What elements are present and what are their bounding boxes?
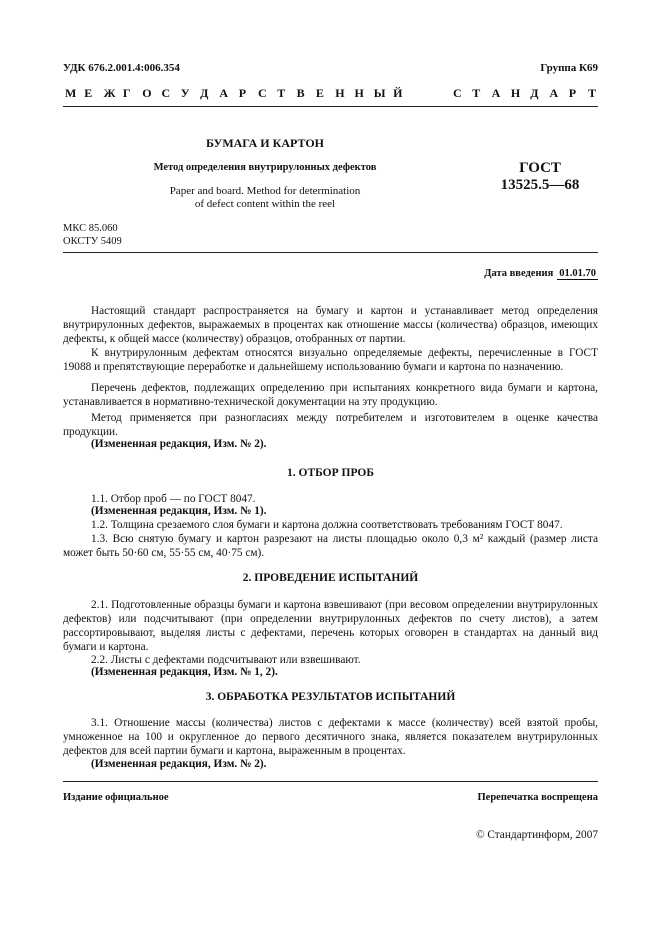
title-rule [63, 252, 598, 253]
banner-letter: Е [84, 86, 93, 100]
classification-codes [63, 222, 122, 248]
section-2-title: 2. ПРОВЕДЕНИЕ ИСПЫТАНИЙ [242, 572, 419, 584]
gost-label: ГОСТ [519, 160, 561, 176]
introduction-date-value: 01.01.70 [559, 268, 596, 279]
banner-letter: М [65, 86, 77, 100]
section-3-item-1: 3.1. Отношение массы (количества) листов с дефектами к массе (количеству) всей взятой пробы, умноженное на 100 и округленное до первого десятичного знака, является показателем внутрирулонных дефектов для всей партии бумаги и картона, выраженным в процентах. [63, 717, 598, 757]
banner-letter: А [549, 86, 559, 100]
intro-paragraph-3: Перечень дефектов, подлежащих определению при испытаниях конкретного вида бумаги и картона, устанавливается в нормативно-технической документации на эту продукцию. [63, 382, 598, 408]
reprint-prohibited-label: Перепечатка воспрещена [477, 792, 598, 803]
section-1-title: 1. ОТБОР ПРОБ [287, 467, 374, 479]
introduction-date-label: Дата введения [484, 268, 554, 279]
banner-letter: Д [200, 86, 209, 100]
banner-letter: У [180, 86, 190, 100]
interstate-standard-banner [63, 86, 598, 104]
banner-letter: С [453, 86, 462, 100]
header-rule [63, 106, 598, 107]
title-english-line-1: Paper and board. Method for determination [169, 185, 361, 197]
section-2-item-1: 2.1. Подготовленные образцы бумаги и картона взвешивают (при весовом определении внутрирулонных дефектов) или подсчитывают (при определении внутрирулонных дефектов по счету листов), а затем рассортировывают, выделяя листы с дефектами, перечень которых оговорен в стандартах на данный вид бумаги и картона. [63, 599, 598, 653]
section-2-amendment-note: (Измененная редакция, Изм. № 1, 2). [91, 666, 278, 678]
section-3-title: 3. ОБРАБОТКА РЕЗУЛЬТАТОВ ИСПЫТАНИЙ [205, 691, 456, 703]
banner-letter: А [491, 86, 501, 100]
introduction-date [484, 268, 598, 279]
copyright: © Стандартинформ, 2007 [475, 829, 598, 841]
section-1-item-3: 1.3. Всю снятую бумагу и картон разрезают на листы площадью около 0,3 м² каждый (размер листа может быть 50·60 см, 55·55 см, 40·75 см). [63, 533, 598, 559]
intro-paragraph-4: Метод применяется при разногласиях между потребителем и изготовителем в оценке качества продукции. [63, 412, 598, 438]
banner-letter: А [219, 86, 229, 100]
section-2-item-2: 2.2. Листы с дефектами подсчитывают или взвешивают. [91, 654, 361, 666]
banner-letter: С [258, 86, 267, 100]
banner-letter: Ж [103, 86, 116, 100]
banner-letter: Е [315, 86, 324, 100]
banner-letter: Й [393, 86, 403, 100]
banner-letter: Г [122, 86, 131, 100]
banner-letter: О [142, 86, 152, 100]
section-1-amendment-note: (Измененная редакция, Изм. № 1). [91, 505, 267, 517]
gost-code: 13525.5—68 [500, 177, 580, 193]
banner-letter: Т [588, 86, 597, 100]
banner-letter: В [296, 86, 305, 100]
banner-letter: Т [277, 86, 286, 100]
intro-amendment-note: (Измененная редакция, Изм. № 2). [91, 438, 267, 450]
official-edition-label: Издание официальное [63, 792, 169, 803]
udk-code: УДК 676.2.001.4:006.354 [63, 62, 180, 74]
banner-letter: Д [530, 86, 539, 100]
footer-rule [63, 781, 598, 782]
banner-letter: Т [472, 86, 481, 100]
banner-letter: Ы [373, 86, 386, 100]
banner-letter: Н [510, 86, 521, 100]
section-1-item-1: 1.1. Отбор проб — по ГОСТ 8047. [91, 493, 256, 505]
mks-code: МКС 85.060 [63, 223, 118, 234]
banner-letter: Н [354, 86, 364, 100]
banner-letter: Р [568, 86, 577, 100]
group-code: Группа К69 [540, 62, 598, 74]
section-3-amendment-note: (Измененная редакция, Изм. № 2). [91, 758, 267, 770]
section-1-item-2: 1.2. Толщина срезаемого слоя бумаги и картона должна соответствовать требованиям ГОСТ 8047. [91, 519, 563, 531]
title-english-line-2: of defect content within the reel [194, 198, 336, 210]
title-main: БУМАГА И КАРТОН [206, 136, 324, 150]
intro-paragraph-1: Настоящий стандарт распространяется на бумагу и картон и устанавливает метод определения внутрирулонных дефектов, выражаемых в процентах как отношение массы (количества) образцов, имеющих дефекты, к общей массе (количеству) образцов, отобранных от партии. [63, 305, 598, 345]
gost-number [485, 160, 595, 194]
title-subtitle: Метод определения внутрирулонных дефектов [153, 162, 377, 173]
banner-letter: Н [335, 86, 345, 100]
okstu-code: ОКСТУ 5409 [63, 236, 122, 247]
title-english [100, 185, 430, 211]
intro-paragraph-2: К внутрирулонным дефектам относятся визуально определяемые дефекты, перечисленные в ГОСТ 19088 и препятствующие переработке и дальнейшему использованию бумаги и картона по назначению. [63, 347, 598, 373]
banner-letter: Р [238, 86, 247, 100]
banner-letter: С [161, 86, 171, 100]
